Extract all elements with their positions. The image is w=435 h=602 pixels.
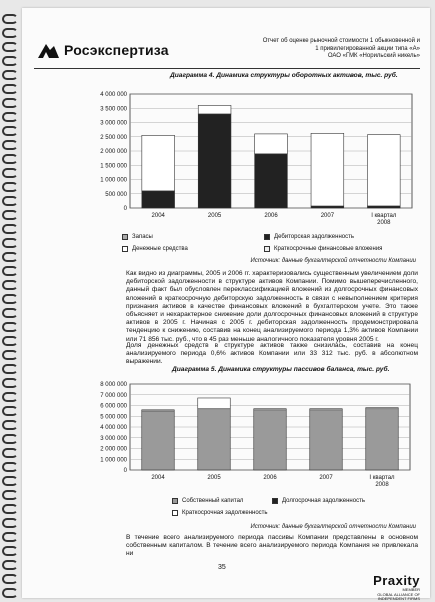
diagram4-legend	[122, 234, 422, 256]
binder-ring	[2, 42, 18, 52]
x-tick-label: 2006	[263, 475, 277, 481]
x-tick-label: 2007	[319, 475, 333, 481]
binder-ring	[2, 588, 18, 598]
bar-segment	[198, 114, 231, 208]
legend-swatch	[264, 234, 270, 240]
binder-ring	[2, 266, 18, 276]
bar-segment	[310, 409, 342, 410]
binder-ring	[2, 112, 18, 122]
header-line-2: 1 привилегированной акции типа «А»	[315, 45, 420, 52]
legend-item-long-term-debt: Долгосрочная задолженность	[272, 498, 365, 504]
binder-ring	[2, 448, 18, 458]
binder-ring	[2, 350, 18, 360]
bar-segment	[198, 398, 230, 409]
y-tick-label: 8 000 000	[100, 382, 127, 388]
legend-swatch	[122, 246, 128, 252]
binder-ring	[2, 378, 18, 388]
binder-ring	[2, 308, 18, 318]
legend-swatch	[172, 498, 178, 504]
binder-ring	[2, 434, 18, 444]
bar-segment	[311, 133, 344, 206]
header-divider	[34, 68, 420, 69]
legend-item-cash: Денежные средства	[122, 246, 188, 252]
binder-ring	[2, 406, 18, 416]
y-tick-label: 3 000 000	[100, 435, 127, 442]
company-name: Росэкспертиза	[64, 42, 169, 58]
diagram4-source: Источник: данные бухгалтерской отчетности Компании	[250, 258, 416, 264]
chart-current-assets	[82, 84, 422, 234]
binder-ring	[2, 238, 18, 248]
binder-ring	[2, 294, 18, 304]
legend-swatch	[172, 510, 178, 516]
paragraph-1: Как видно из диаграммы, 2005 и 2006 гг. характеризовались существенным увеличением доли дебиторской задолженности в структуре активов Компании. Помимо вышеперечисленного, данный факт был обусловлен переклассификацией вложений из долгосрочных финансовых вложений в краткосрочную дебиторскую задолженность в связи с невыполнением критерия признания активов в качестве финансовых вложений в бухгалтерском учете. Это также объясняет и нехарактерное снижение доли долгосрочных финансовых вложений в структуре активов в 2005 г. Начиная с 2005 г. дебиторская задолженность продемонстрировала тенденцию к снижению, составив на конец анализируемого периода 1,3% активов Компании или 71 856 тыс. руб., что в 45 раз меньше аналогичного показателя уровня 2005 г.	[126, 270, 418, 343]
binder-ring	[2, 560, 18, 570]
binder-ring	[2, 280, 18, 290]
x-tick-label: 2004	[151, 475, 165, 481]
diagram5-source: Источник: данные бухгалтерской отчетности Компании	[250, 524, 416, 530]
praxity-alliance: GLOBAL ALLIANCE OF	[377, 591, 420, 597]
legend-swatch	[264, 246, 270, 252]
y-tick-label: 5 000 000	[100, 414, 127, 421]
y-tick-label: 0	[123, 468, 127, 474]
praxity-name: Praxity	[373, 573, 420, 588]
legend-item-equity: Собственный капитал	[172, 498, 243, 504]
diagram5-legend	[172, 498, 422, 520]
x-tick-label: I квартал	[369, 475, 395, 481]
praxity-firms: INDEPENDENT FIRMS	[377, 596, 420, 601]
binder-ring	[2, 546, 18, 556]
y-tick-label: 0	[123, 206, 127, 212]
y-tick-label: 7 000 000	[100, 392, 127, 399]
binder-ring	[2, 98, 18, 108]
binder-ring	[2, 70, 18, 80]
paragraph-3: В течение всего анализируемого периода пассивы Компании представлены в основном собственным капиталом. В течение всего анализируемого периода Компания не привлекала ни	[126, 534, 418, 558]
bar-segment	[254, 410, 286, 470]
binder-ring	[2, 224, 18, 234]
bar-segment	[366, 409, 398, 470]
binder-ring	[2, 84, 18, 94]
spiral-binding	[2, 0, 20, 600]
paragraph-2: Доля денежных средств в структуре активов также снизилась, составив на конец анализируемого периода 0,6% активов Компании или 33 312 тыс. руб. в абсолютном выражении.	[126, 342, 418, 366]
binder-ring	[2, 168, 18, 178]
praxity-member: MEMBER	[402, 587, 420, 592]
binder-ring	[2, 392, 18, 402]
legend-item-inventory: Запасы	[122, 234, 153, 240]
legend-item-receivables: Дебиторская задолженность	[264, 234, 354, 240]
binder-ring	[2, 490, 18, 500]
company-logo	[36, 40, 169, 60]
chart-liabilities-structure	[80, 378, 420, 498]
y-tick-label: 4 000 000	[100, 92, 127, 98]
binder-ring	[2, 336, 18, 346]
binder-ring	[2, 28, 18, 38]
y-tick-label: 2 000 000	[100, 446, 127, 453]
bar-segment	[198, 105, 231, 114]
bar-segment	[142, 411, 174, 470]
legend-item-short-investments: Краткосрочные финансовые вложения	[264, 246, 382, 252]
bar-segment	[367, 206, 400, 208]
praxity-logo	[373, 573, 420, 602]
bar-segment	[142, 191, 175, 208]
x-tick-label: 2008	[377, 220, 391, 226]
binder-ring	[2, 182, 18, 192]
bar-segment	[254, 409, 286, 410]
y-tick-label: 3 000 000	[100, 120, 127, 127]
diagram4-caption: Диаграмма 4. Динамика структуры оборотных активов, тыс. руб.	[170, 72, 398, 79]
legend-item-short-term-debt: Краткосрочная задолженность	[172, 510, 268, 516]
binder-ring	[2, 420, 18, 430]
y-tick-label: 4 000 000	[100, 425, 127, 431]
binder-ring	[2, 210, 18, 220]
bar-segment	[255, 154, 288, 208]
binder-ring	[2, 504, 18, 514]
binder-ring	[2, 364, 18, 374]
binder-ring	[2, 14, 18, 24]
binder-ring	[2, 574, 18, 584]
x-tick-label: 2005	[207, 213, 222, 219]
bar-segment	[366, 408, 398, 409]
document-header	[230, 38, 420, 61]
binder-ring	[2, 532, 18, 542]
bar-segment	[255, 134, 288, 154]
bar-segment	[367, 135, 400, 206]
x-tick-label: 2005	[207, 475, 221, 481]
binder-ring	[2, 252, 18, 262]
x-tick-label: I квартал	[371, 213, 397, 219]
y-tick-label: 2 500 000	[100, 134, 127, 141]
bar-segment	[142, 410, 174, 411]
y-tick-label: 3 500 000	[100, 106, 127, 113]
page-number: 35	[218, 564, 226, 571]
document-page	[22, 8, 430, 601]
y-tick-label: 1 000 000	[100, 457, 127, 464]
bar-segment	[198, 409, 230, 470]
binder-ring	[2, 462, 18, 472]
x-tick-label: 2008	[375, 482, 389, 488]
binder-ring	[2, 476, 18, 486]
x-tick-label: 2007	[320, 213, 335, 219]
legend-swatch	[122, 234, 128, 240]
binder-ring	[2, 518, 18, 528]
binder-ring	[2, 154, 18, 164]
bar-segment	[310, 410, 342, 470]
binder-ring	[2, 196, 18, 206]
x-tick-label: 2004	[151, 213, 165, 219]
diagram5-caption: Диаграмма 5. Динамика структуры пассивов баланса, тыс. руб.	[172, 366, 390, 373]
binder-ring	[2, 126, 18, 136]
y-tick-label: 500 000	[105, 191, 127, 198]
y-tick-label: 1 000 000	[100, 177, 127, 184]
binder-ring	[2, 322, 18, 332]
x-tick-label: 2006	[264, 213, 278, 219]
header-line-1: Отчет об оценке рыночной стоимости 1 обыкновенной и	[262, 38, 420, 44]
header-line-3: ОАО «ГМК «Норильский никель»	[327, 53, 420, 59]
bar-segment	[142, 135, 175, 191]
legend-swatch	[272, 498, 278, 504]
binder-ring	[2, 140, 18, 150]
rosexpertiza-logo-icon	[36, 40, 60, 60]
y-tick-label: 2 000 000	[100, 149, 127, 155]
binder-ring	[2, 56, 18, 66]
y-tick-label: 1 500 000	[100, 163, 127, 170]
y-tick-label: 6 000 000	[100, 403, 127, 410]
